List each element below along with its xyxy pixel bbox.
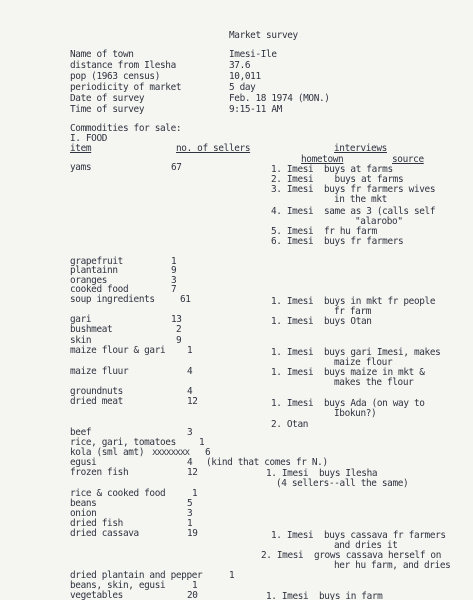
column-sellers: no. of sellers [176, 143, 251, 154]
item-name: plantainn [70, 265, 118, 276]
label-town: Name of town [70, 49, 134, 60]
struck-out-text: xxxxxxxx [152, 447, 190, 457]
label-periodicity: periodicity of market [70, 82, 182, 93]
seller-count: 5 [187, 498, 193, 509]
item-name: oranges [70, 275, 108, 286]
seller-count: 4 [187, 386, 193, 397]
item-name: beans, skin, egusi [70, 580, 166, 591]
seller-count: 1 [192, 488, 198, 499]
interview-line: 1. Imesi buys in mkt fr people [271, 296, 436, 307]
item-name: soup ingredients [70, 294, 155, 305]
interview-line: makes the flour [334, 377, 414, 388]
seller-count: 12 [187, 467, 198, 478]
seller-count: 67 [171, 162, 182, 173]
interview-line: 1. Imesi buys at farms [271, 164, 393, 175]
interview-line: 1. Imesi buys Otan [271, 316, 372, 327]
seller-count: 3 [171, 275, 177, 286]
item-name: maize flour & gari [70, 345, 166, 356]
interview-line: 2. Imesi grows cassava herself on [261, 550, 442, 561]
seller-count: 4 [187, 366, 193, 377]
interview-line: 1. Imesi buys cassava fr farmers [271, 530, 446, 541]
seller-count: 2 [176, 324, 182, 335]
interview-line: fr farm [334, 306, 372, 317]
item-name: rice, gari, tomatoes [70, 437, 176, 448]
interview-line: 2. Otan [271, 419, 309, 430]
interview-line: 2. Imesi buys at farms [271, 174, 404, 185]
label-time: Time of survey [70, 104, 145, 115]
interview-line: 1. Imesi buys Ilesha [266, 468, 378, 479]
seller-count: 1 [199, 437, 205, 448]
interview-line: Ibokun?) [334, 408, 377, 419]
item-name: rice & cooked food [70, 488, 166, 499]
item-name: grapefruit [70, 256, 123, 267]
item-name: maize fluur [70, 366, 129, 377]
seller-count: 9 [176, 335, 182, 346]
seller-count: 13 [171, 314, 182, 325]
item-name: frozen fish [70, 467, 129, 478]
seller-count: 1 [192, 580, 198, 591]
value-date: Feb. 18 1974 (MON.) [229, 93, 330, 104]
seller-count: 20 [187, 590, 198, 600]
column-interviews: interviews [334, 143, 387, 154]
label-date: Date of survey [70, 93, 145, 104]
value-time: 9:15-11 AM [229, 104, 282, 115]
item-name: beef [70, 427, 92, 438]
column-source: source [392, 154, 424, 165]
interview-line: and dries it [334, 540, 398, 551]
food-heading: I. FOOD [70, 133, 108, 144]
item-name: dried fish [70, 518, 123, 529]
column-hometown: hometown [301, 154, 344, 165]
item-name: onion [70, 508, 97, 519]
interview-line: 4. Imesi same as 3 (calls self [271, 206, 436, 217]
page-title: Market survey [229, 30, 298, 41]
seller-count: 3 [187, 427, 193, 438]
label-population: pop (1963 census) [70, 71, 161, 82]
item-name: cooked food [70, 284, 129, 295]
interview-line: 1. Imesi buys maize in mkt & [271, 367, 425, 378]
item-name: dried meat [70, 396, 123, 407]
column-item: item [70, 143, 92, 154]
item-name: skin [70, 335, 92, 346]
interview-line: 6. Imesi buys fr farmers [271, 236, 404, 247]
interview-line: 5. Imesi fr hu farm [271, 226, 377, 237]
seller-count: 19 [187, 528, 198, 539]
seller-count: 9 [171, 265, 177, 276]
seller-count: 1 [171, 256, 177, 267]
value-distance: 37.6 [229, 60, 251, 71]
seller-count: 12 [187, 396, 198, 407]
item-name: yams [70, 162, 92, 173]
interview-line: 3. Imesi buys fr farmers wives [271, 184, 436, 195]
item-name: beans [70, 498, 97, 509]
value-population: 10,011 [229, 71, 261, 82]
interview-line: maize flour [334, 357, 393, 368]
seller-count: 1 [187, 345, 193, 356]
seller-count: 7 [171, 284, 177, 295]
item-name: dried plantain and pepper [70, 570, 203, 581]
seller-count: 1 [229, 570, 235, 581]
item-name: egusi [70, 457, 97, 468]
commodities-heading: Commodities for sale: [70, 123, 182, 134]
item-name: gari [70, 314, 92, 325]
interview-line: her hu farm, and dries [334, 560, 451, 571]
item-name: dried cassava [70, 528, 139, 539]
value-periodicity: 5 day [229, 82, 256, 93]
interview-line: (4 sellers--all the same) [276, 478, 409, 489]
item-name: vegetables [70, 590, 123, 600]
seller-count: 61 [180, 294, 191, 305]
item-name: kola (sml amt) [70, 447, 145, 458]
seller-count: 6 [205, 447, 211, 458]
interview-line: in the mkt [334, 194, 387, 205]
interview-line: 1. Imesi buys Ada (on way to [271, 398, 425, 409]
seller-count: 1 [187, 518, 193, 529]
item-name: bushmeat [70, 324, 113, 335]
item-note: (kind that comes fr N.) [206, 457, 328, 468]
value-town: Imesi-Ile [229, 49, 277, 60]
label-distance: distance from Ilesha [70, 60, 176, 71]
interview-line: "alarobo" [355, 216, 403, 227]
interview-line: 1. Imesi buys gari Imesi, makes [271, 347, 441, 358]
interview-line: 1. Imesi buys in farm [266, 591, 383, 600]
item-name: groundnuts [70, 386, 123, 397]
seller-count: 3 [187, 508, 193, 519]
seller-count: 4 [187, 457, 193, 468]
